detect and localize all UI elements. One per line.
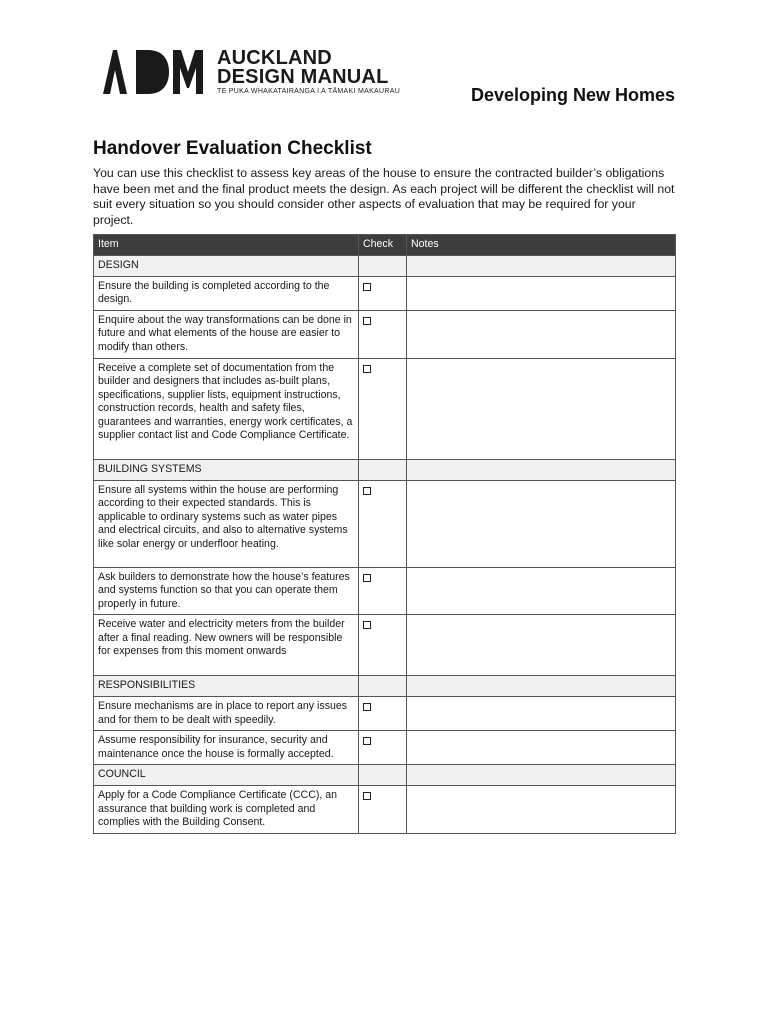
item-text: Assume responsibility for insurance, security and maintenance once the house is formally accepted.: [94, 731, 359, 765]
column-header-notes: Notes: [407, 235, 676, 256]
notes-cell[interactable]: [407, 568, 676, 615]
adm-logo: [103, 48, 413, 100]
item-text: Receive water and electricity meters from the builder after a final reading. New owners will be responsible for expenses from this moment onwards: [94, 615, 359, 676]
logo-line-2: DESIGN MANUAL: [217, 66, 389, 88]
check-cell[interactable]: [359, 481, 407, 568]
column-header-check: Check: [359, 235, 407, 256]
check-cell[interactable]: [359, 277, 407, 311]
item-text: Ensure all systems within the house are performing according to their expected standards. This is applicable to ordinary systems such as water pipes and electrical circuits, and also to alternative systems like solar energy or underfloor heating.: [94, 481, 359, 568]
adm-logo-mark: [103, 48, 203, 96]
table-row: [94, 277, 676, 311]
checkbox-icon[interactable]: [363, 317, 371, 325]
check-cell[interactable]: [359, 568, 407, 615]
checkbox-icon[interactable]: [363, 792, 371, 800]
page-title: Handover Evaluation Checklist: [93, 138, 372, 159]
notes-cell[interactable]: [407, 311, 676, 359]
checkbox-icon[interactable]: [363, 703, 371, 711]
section-row-building-systems: [94, 460, 676, 481]
item-text: Ensure mechanisms are in place to report any issues and for them to be dealt with speedily.: [94, 697, 359, 731]
checkbox-icon[interactable]: [363, 574, 371, 582]
table-header-row: [94, 235, 676, 256]
checkbox-icon[interactable]: [363, 365, 371, 373]
table-row: [94, 786, 676, 834]
section-heading: Developing New Homes: [470, 85, 675, 105]
section-row-responsibilities: [94, 676, 676, 697]
table-row: [94, 481, 676, 568]
logo-tagline: TE PUKA WHAKATAIRANGA I A TĀMAKI MAKAURAU: [217, 88, 401, 95]
item-text: Receive a complete set of documentation from the builder and designers that includes as-built plans, specifications, supplier lists, equipment instructions, construction records, health and safety files, guarantees and warranties, energy work certificates, a supplier contact list and Code Compliance Certificate.: [94, 359, 359, 460]
check-cell[interactable]: [359, 311, 407, 359]
intro-paragraph: You can use this checklist to assess key areas of the house to ensure the contracted builder’s obligations have been met and the final product meets the design. As each project will be different the checklist will not suit every situation so you should consider other aspects of evaluation that may be required for your project.: [93, 166, 675, 227]
checkbox-icon[interactable]: [363, 737, 371, 745]
check-cell[interactable]: [359, 731, 407, 765]
section-label: BUILDING SYSTEMS: [94, 460, 359, 481]
notes-cell[interactable]: [407, 731, 676, 765]
table-row: [94, 615, 676, 676]
section-label: COUNCIL: [94, 765, 359, 786]
table-row: [94, 568, 676, 615]
logo-line-1: AUCKLAND: [217, 47, 332, 69]
notes-cell[interactable]: [407, 277, 676, 311]
item-text: Ask builders to demonstrate how the house’s features and systems function so that you can operate them properly in future.: [94, 568, 359, 615]
section-label: DESIGN: [94, 256, 359, 277]
notes-cell[interactable]: [407, 481, 676, 568]
table-row: [94, 697, 676, 731]
notes-cell[interactable]: [407, 786, 676, 834]
checkbox-icon[interactable]: [363, 621, 371, 629]
checklist-table: [93, 234, 676, 834]
item-text: Apply for a Code Compliance Certificate (CCC), an assurance that building work is completed and complies with the Building Consent.: [94, 786, 359, 834]
check-cell[interactable]: [359, 786, 407, 834]
section-row-council: [94, 765, 676, 786]
check-cell[interactable]: [359, 615, 407, 676]
notes-cell[interactable]: [407, 697, 676, 731]
item-text: Enquire about the way transformations can be done in future and what elements of the house are easier to modify than others.: [94, 311, 359, 359]
section-row-design: [94, 256, 676, 277]
checkbox-icon[interactable]: [363, 283, 371, 291]
item-text: Ensure the building is completed according to the design.: [94, 277, 359, 311]
section-label: RESPONSIBILITIES: [94, 676, 359, 697]
check-cell[interactable]: [359, 359, 407, 460]
check-cell[interactable]: [359, 697, 407, 731]
checkbox-icon[interactable]: [363, 487, 371, 495]
notes-cell[interactable]: [407, 615, 676, 676]
table-row: [94, 359, 676, 460]
column-header-item: Item: [94, 235, 359, 256]
table-row: [94, 311, 676, 359]
table-row: [94, 731, 676, 765]
notes-cell[interactable]: [407, 359, 676, 460]
